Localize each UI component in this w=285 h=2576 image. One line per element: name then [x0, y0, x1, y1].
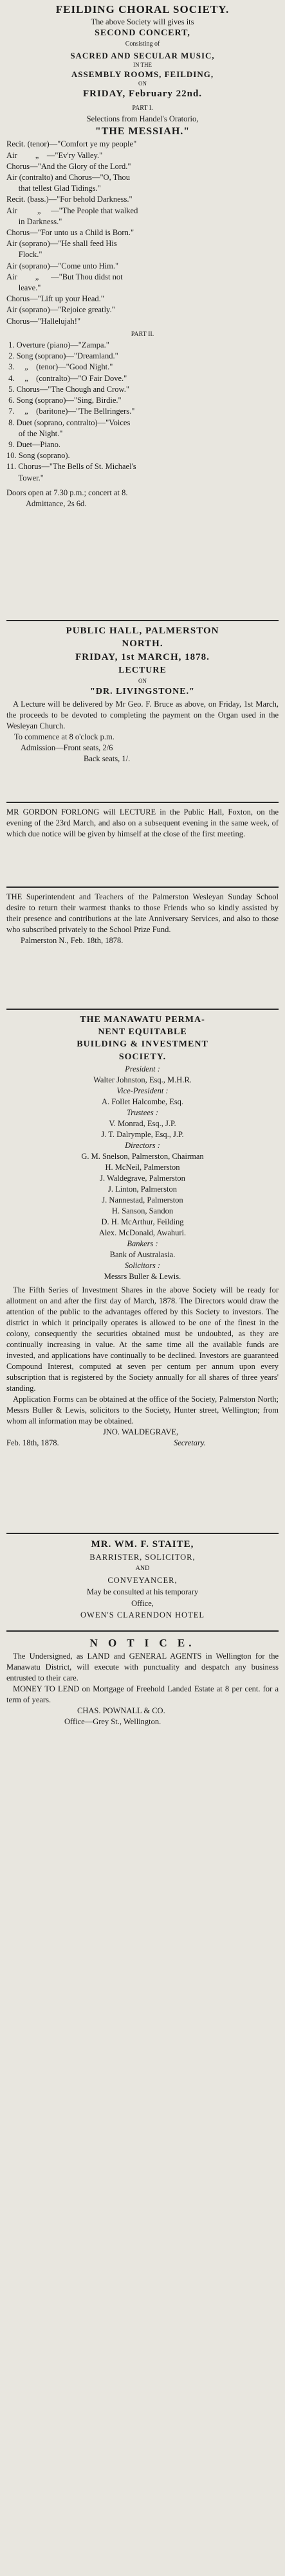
divider — [6, 1533, 279, 1534]
programme-item: Air (soprano)—"Come unto Him." — [6, 261, 119, 270]
programme-item: Air „ —"Ev'ry Valley." — [6, 150, 103, 160]
staite-line: CONVEYANCER, — [107, 1576, 178, 1585]
hall-title: PUBLIC HALL, PALMERSTON — [66, 626, 219, 636]
notice-ad — [6, 1636, 279, 1727]
programme-item: Recit. (bass.)—"For behold Darkness." — [6, 195, 133, 204]
programme-item: 4. „ (contralto)—"O Fair Dove." — [6, 373, 127, 383]
lecture-body: A Lecture will be delivered by Mr Geo. F. Bruce as above, on Friday, 1st March, the proceeds to be devoted to completing the payment on the Organ used in the Wesleyan Church. — [6, 700, 279, 730]
choral-title: FEILDING CHORAL SOCIETY. — [55, 3, 230, 15]
programme-item: 10. Song (soprano). — [6, 451, 70, 461]
trustee: J. T. Dalrymple, Esq., J.P. — [101, 1130, 184, 1139]
programme-item: 7. „ (baritone)—"The Bellringers." — [6, 407, 135, 416]
lecture-word: LECTURE — [118, 666, 167, 675]
programme-item: Air (contralto) and Chorus—"O, Thou — [6, 173, 130, 182]
wesleyan-sign: Palmerston N., Feb. 18th, 1878. — [21, 936, 124, 945]
lecture-time: To commence at 8 o'clock p.m. — [14, 732, 115, 741]
choral-line: The above Society will gives its — [91, 17, 194, 26]
staite-line: BARRISTER, SOLICITOR, — [89, 1553, 196, 1562]
solicitors-label: Solicitors : — [124, 1261, 161, 1270]
staite-line: OWEN'S CLARENDON HOTEL — [80, 1610, 205, 1619]
forlong-lecture-ad — [6, 807, 279, 840]
staite-ad — [6, 1538, 279, 1621]
admittance-line: Admittance, 2s 6d. — [26, 498, 87, 508]
trustees-label: Trustees : — [127, 1108, 158, 1117]
programme-item: 3. „ (tenor)—"Good Night." — [6, 362, 113, 372]
choral-line: IN THE — [133, 61, 152, 68]
society-title: SOCIETY. — [118, 1052, 167, 1062]
vice-president: A. Follet Halcombe, Esq. — [101, 1097, 184, 1106]
president-label: President : — [125, 1064, 160, 1073]
programme-item: of the Night." — [6, 428, 63, 438]
society-body: The Fifth Series of Investment Shares in the above Society will be ready for allotment on and after the first day of March, 1878. The Directors would draw the attention of the public to the advantages offered by this Society to investors. The district in which it principally operates is allowed to be one of the finest in the colony, consequently the securities obtained must be undoubted, as they are continually increasing in value. At the same time all the available funds are invested, and applications have continually to be declined. Investors are guaranteed Compound Interest, computed at seven per centum per annum upon every subscription that is registered by the Society annually for all shares of three years' standing. — [6, 1285, 279, 1393]
lecture-back-seats: Back seats, 1/. — [84, 754, 131, 763]
selection-line: Selections from Handel's Oratorio, — [86, 114, 199, 124]
director: D. H. McArthur, Feilding — [101, 1217, 184, 1226]
director: J. Waldegrave, Palmerston — [100, 1174, 185, 1183]
programme-item: 2. Song (soprano)—"Dreamland." — [6, 351, 118, 361]
part-two-programme — [6, 340, 279, 484]
choral-line: ON — [138, 80, 147, 87]
forlong-text: MR GORDON FORLONG will LECTURE in the Public Hall, Foxton, on the evening of the 23rd March, and also on a subsequent evening in the same week, of which due notice will be given by himself at the close of the first meeting. — [6, 807, 279, 838]
lecture-date: FRIDAY, 1st MARCH, 1878. — [75, 652, 210, 662]
part-heading: PART I. — [132, 105, 153, 112]
hall-title-2: NORTH. — [122, 639, 163, 649]
part-one-programme — [6, 139, 279, 326]
vp-label: Vice-President : — [116, 1086, 169, 1095]
society-body-2: Application Forms can be obtained at the office of the Society, Palmerston North; Messrs Buller & Lewis, solicitors to the Society, Hunter street, Wellington; from whom all information may be obtained. — [6, 1395, 279, 1425]
society-date: Feb. 18th, 1878. — [6, 1438, 59, 1447]
lecture-admission: Admission—Front seats, 2/6 — [21, 743, 113, 752]
programme-item: Chorus—"And the Glory of the Lord." — [6, 161, 131, 171]
notice-sign: CHAS. POWNALL & CO. — [77, 1706, 165, 1715]
secretary-name: JNO. WALDEGRAVE, — [103, 1427, 179, 1436]
director: H. Sanson, Sandon — [111, 1206, 174, 1215]
programme-item: Air „ —"The People that walked — [6, 206, 138, 215]
wesleyan-thanks-ad — [6, 892, 279, 946]
programme-item: in Darkness." — [6, 216, 62, 226]
lecture-on: ON — [138, 678, 147, 684]
trustee: V. Monrad, Esq., J.P. — [109, 1119, 176, 1128]
programme-item: 9. Duet—Piano. — [6, 439, 61, 449]
programme-item: Air (soprano)—"He shall feed His — [6, 239, 117, 249]
divider — [6, 1009, 279, 1010]
bankers-label: Bankers : — [127, 1239, 158, 1248]
programme-item: leave." — [6, 283, 41, 293]
president: Walter Johnston, Esq., M.H.R. — [93, 1075, 192, 1084]
programme-item: that tellest Glad Tidings." — [6, 184, 101, 193]
solicitors: Messrs Buller & Lewis. — [104, 1272, 181, 1281]
livingstone-lecture-ad — [6, 624, 279, 764]
staite-line: Office, — [131, 1599, 154, 1608]
lecture-topic: "DR. LIVINGSTONE." — [90, 687, 195, 696]
director: Alex. McDonald, Awahuri. — [98, 1228, 187, 1237]
staite-line: May be consulted at his temporary — [86, 1587, 199, 1596]
programme-item: Recit. (tenor)—"Comfort ye my people" — [6, 139, 137, 149]
divider — [6, 887, 279, 888]
directors-label: Directors : — [125, 1141, 160, 1150]
society-title: THE MANAWATU PERMA- — [80, 1015, 205, 1025]
notice-title: N O T I C E. — [89, 1637, 196, 1649]
programme-item: Tower." — [6, 473, 44, 482]
doors-line: Doors open at 7.30 p.m.; concert at 8. — [6, 488, 128, 497]
divider — [6, 620, 279, 621]
programme-item: 8. Duet (soprano, contralto)—"Voices — [6, 418, 131, 427]
programme-item: 6. Song (soprano)—"Sing, Birdie." — [6, 396, 122, 405]
director: H. McNeil, Palmerston — [105, 1163, 180, 1172]
programme-item: Air „ —"But Thou didst not — [6, 272, 123, 281]
notice-office: Office—Grey St., Wellington. — [64, 1717, 161, 1726]
choral-date: FRIDAY, February 22nd. — [82, 89, 203, 100]
staite-line: AND — [135, 1565, 150, 1572]
notice-money: MONEY TO LEND on Mortgage of Freehold Landed Estate at 8 per cent. for a term of years. — [6, 1684, 279, 1704]
programme-item: Flock." — [6, 250, 42, 260]
society-title: NENT EQUITABLE — [98, 1027, 187, 1037]
staite-name: MR. WM. F. STAITE, — [91, 1539, 194, 1549]
choral-line: SECOND CONCERT, — [95, 28, 190, 39]
programme-item: 5. Chorus—"The Chough and Crow." — [6, 384, 129, 394]
programme-item: Chorus—"Hallelujah!" — [6, 316, 81, 326]
director: J. Linton, Palmerston — [108, 1185, 177, 1194]
bankers: Bank of Australasia. — [109, 1250, 176, 1259]
programme-item: Chorus—"Lift up your Head." — [6, 294, 104, 304]
part-heading: PART II. — [131, 330, 154, 338]
programme-item: Air (soprano)—"Rejoice greatly." — [6, 305, 115, 315]
choral-line: Consisting of — [125, 40, 160, 48]
choral-line: SACRED AND SECULAR MUSIC, — [70, 50, 215, 60]
programme-item: 11. Chorus—"The Bells of St. Michael's — [6, 462, 136, 472]
director: J. Nannestad, Palmerston — [102, 1195, 183, 1204]
choral-society-ad — [6, 3, 279, 509]
messiah-title: "THE MESSIAH." — [95, 126, 190, 137]
society-title: BUILDING & INVESTMENT — [77, 1039, 208, 1049]
wesleyan-text: THE Superintendent and Teachers of the Palmerston Wesleyan Sunday School desire to return their warmest thanks to those Friends who so kindly assisted by their presence and contributions at the late Anniversary Services, and also to those who subscribed privately to the School Prize Fund. — [6, 892, 279, 934]
divider — [6, 1630, 279, 1632]
manawatu-society-ad — [6, 1014, 279, 1449]
programme-item: Chorus—"For unto us a Child is Born." — [6, 228, 134, 238]
secretary-title: Secretary. — [174, 1438, 206, 1447]
divider — [6, 802, 279, 803]
director: G. M. Snelson, Palmerston, Chairman — [81, 1152, 204, 1161]
choral-line: ASSEMBLY ROOMS, FEILDING, — [71, 69, 214, 79]
notice-body: The Undersigned, as LAND and GENERAL AGENTS in Wellington for the Manawatu District, will execute with punctuality and despatch any business entrusted to their care. — [6, 1652, 279, 1682]
programme-item: 1. Overture (piano)—"Zampa." — [6, 340, 109, 350]
